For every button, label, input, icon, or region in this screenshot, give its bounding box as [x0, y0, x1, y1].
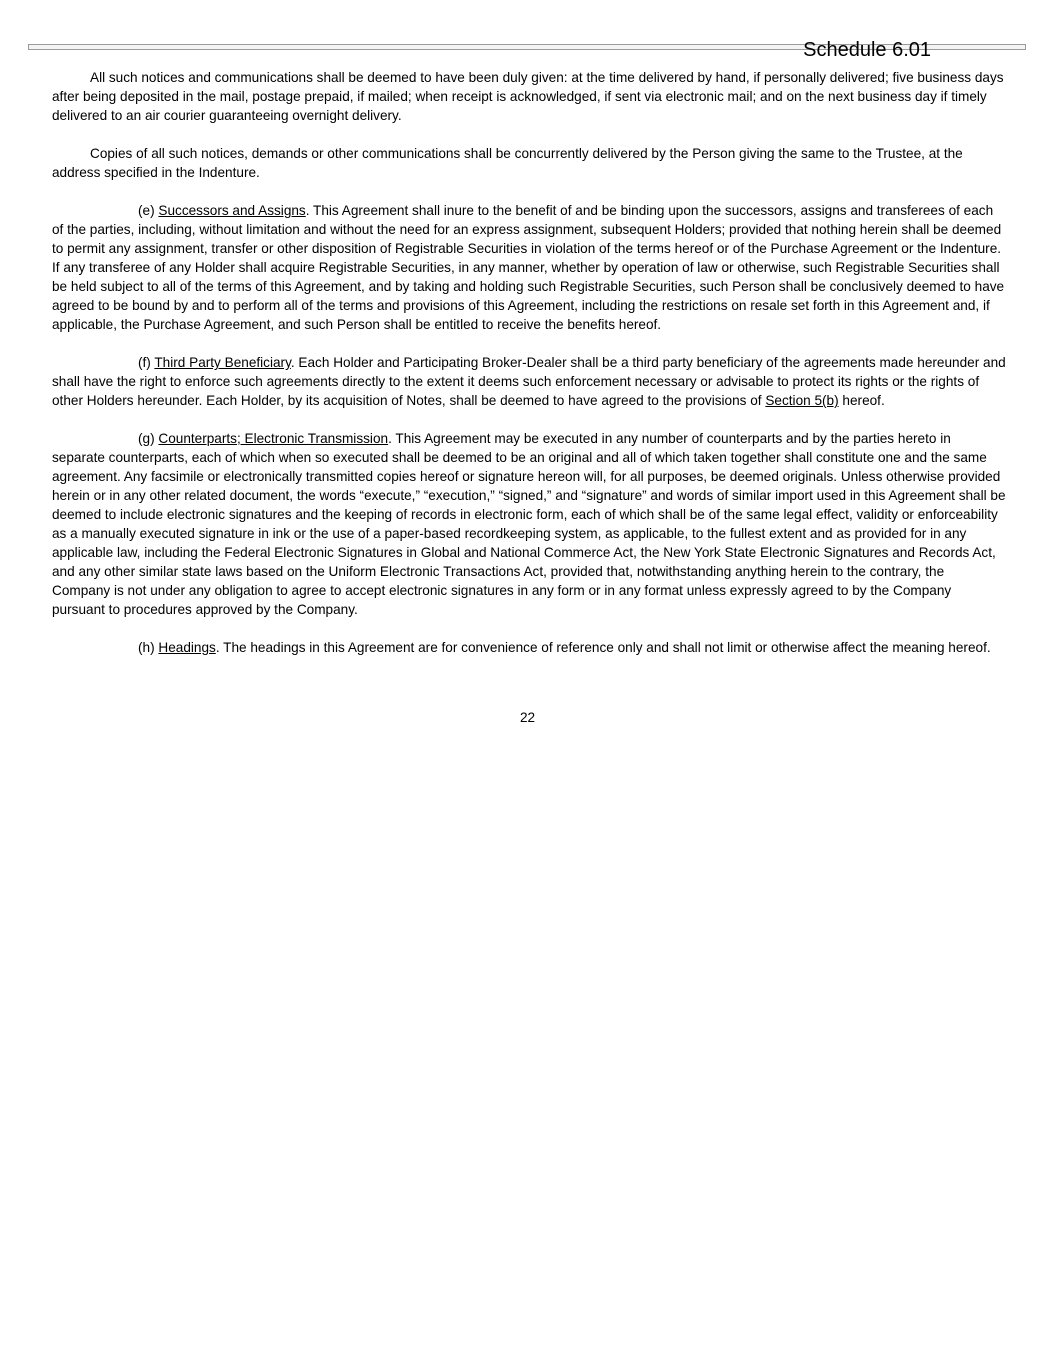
- paragraph-copies-to-trustee: Copies of all such notices, demands or other communications shall be concurrently delivered by the Person giving the same to the Trustee, at the address specified in the Indenture.: [52, 146, 963, 180]
- document-body: [52, 68, 1006, 676]
- section-marker: (g): [138, 431, 159, 446]
- section-text: . Each Holder and Participating Broker-Dealer shall be a third party beneficiary of the agreements made hereunder and shall have the right to enforce such agreements directly to the extent it deems such enforcement necessary or advisable to protect its rights or the rights of other Holders hereunder. Each Holder, by its acquisition of Notes, shall be deemed to have agreed to the provisions of: [52, 355, 1006, 408]
- section-text: . This Agreement shall inure to the benefit of and be binding upon the successors, assigns and transferees of each of the parties, including, without limitation and without the need for an express assignment, subsequent Holders; provided that nothing herein shall be deemed to permit any assignment, transfer or other disposition of Registrable Securities in violation of the terms hereof or of the Purchase Agreement or the Indenture. If any transferee of any Holder shall acquire Registrable Securities, in any manner, whether by operation of law or otherwise, such Registrable Securities shall be held subject to all of the terms of this Agreement, and by taking and holding such Registrable Securities, such Person shall be conclusively deemed to have agreed to be bound by and to perform all of the terms and provisions of this Agreement, including the restrictions on resale set forth in this Agreement and, if applicable, the Purchase Agreement, and such Person shall be entitled to receive the benefits hereof.: [52, 203, 1005, 332]
- section-cross-reference: Section 5(b): [765, 393, 839, 408]
- section-text-tail: hereof.: [838, 393, 885, 408]
- paragraph-notices-effective: All such notices and communications shall be deemed to have been duly given: at the time delivered by hand, if personally delivered; five business days after being deposited in the mail, postage prepaid, if mailed; when receipt is acknowledged, if sent via electronic mail; and on the next business day if timely delivered to an air courier guaranteeing overnight delivery.: [52, 70, 1004, 123]
- section-heading: Successors and Assigns: [158, 203, 306, 218]
- section-heading: Counterparts; Electronic Transmission: [158, 431, 389, 446]
- section-marker: (e): [138, 203, 159, 218]
- section-successors-and-assigns: [52, 201, 1006, 334]
- section-counterparts: [52, 429, 1006, 619]
- schedule-label: Schedule 6.01: [803, 39, 931, 61]
- section-marker: (f): [138, 355, 155, 370]
- page-number: 22: [519, 710, 536, 725]
- section-third-party-beneficiary: [52, 353, 1006, 410]
- section-text: . This Agreement may be executed in any number of counterparts and by the parties hereto in separate counterparts, each of which when so executed shall be deemed to be an original and all of which taken together shall constitute one and the same agreement. Any facsimile or electronically transmitted copies hereof or signature hereon will, for all purposes, be deemed originals. Unless otherwise provided herein or in any other related document, the words “execute,” “execution,” “signed,” and “signature” and words of similar import used in this Agreement shall be deemed to include electronic signatures and the keeping of records in electronic form, each of which shall be of the same legal effect, validity or enforceability as a manually executed signature in ink or the use of a paper-based recordkeeping system, as applicable, to the fullest extent and as provided for in any applicable law, including the Federal Electronic Signatures in Global and National Commerce Act, the New York State Electronic Signatures and Records Act, and any other similar state laws based on the Uniform Electronic Transactions Act, provided that, notwithstanding anything herein to the contrary, the Company is not under any obligation to agree to accept electronic signatures in any form or in any format unless expressly agreed to by the Company pursuant to procedures approved by the Company.: [52, 431, 1006, 617]
- section-marker: (h): [138, 640, 159, 655]
- section-headings: [52, 638, 1006, 657]
- section-text: . The headings in this Agreement are for convenience of reference only and shall not limit or otherwise affect the meaning hereof.: [215, 640, 991, 655]
- section-heading: Third Party Beneficiary: [154, 355, 291, 370]
- section-heading: Headings: [158, 640, 216, 655]
